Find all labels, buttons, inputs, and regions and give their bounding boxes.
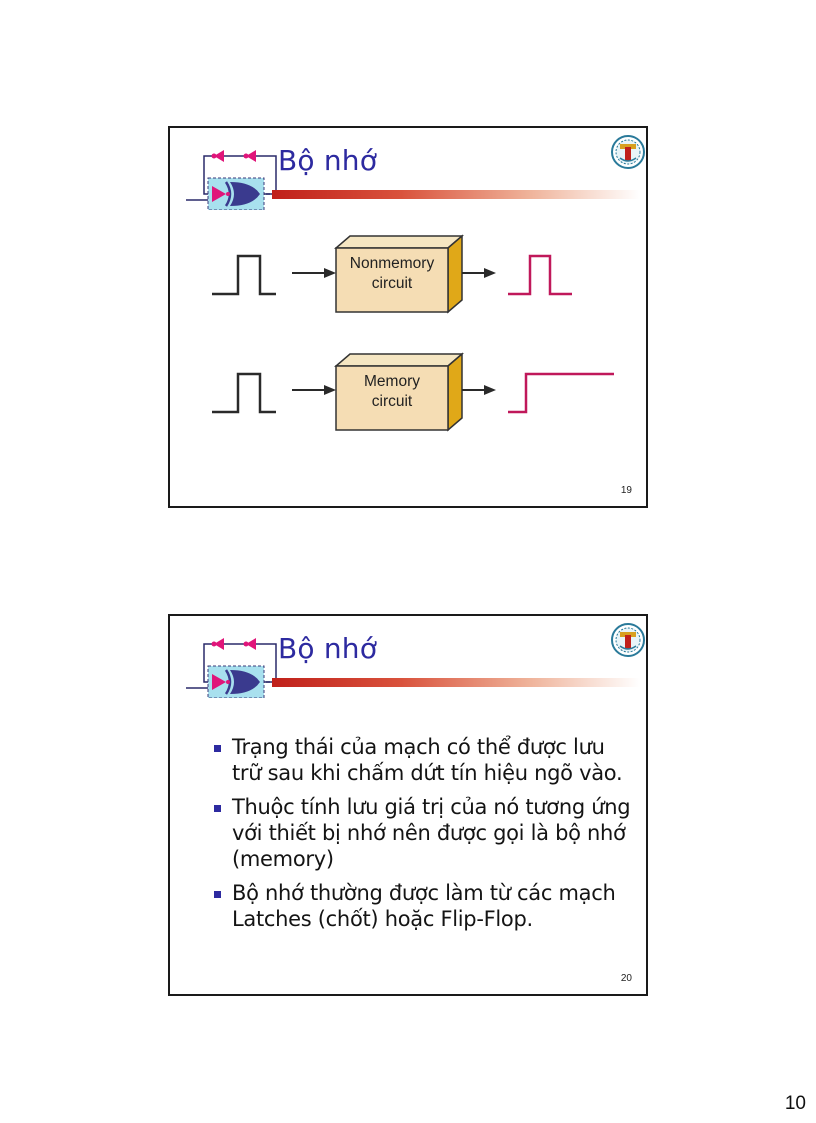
nonmemory-circuit-box bbox=[336, 236, 462, 312]
page-number: 10 bbox=[784, 1093, 806, 1114]
slide-20 bbox=[168, 614, 648, 996]
bullet-square-icon bbox=[214, 805, 221, 812]
box-label-2b: circuit bbox=[371, 393, 413, 410]
input-pulse-1 bbox=[212, 256, 276, 294]
bullet-item: Trạng thái của mạch có thể được lưu trữ sau khi chấm dứt tín hiệu ngõ vào. bbox=[212, 734, 632, 786]
box-label-2a: Memory bbox=[364, 373, 420, 390]
slide-number: 20 bbox=[620, 973, 632, 984]
memory-circuit-box bbox=[336, 354, 462, 430]
bullet-square-icon bbox=[214, 745, 221, 752]
input-pulse-2 bbox=[212, 374, 276, 412]
memory-diagram bbox=[170, 128, 650, 510]
output-pulse-1 bbox=[508, 256, 572, 294]
title-underline-bar bbox=[272, 678, 640, 687]
box-label-1b: circuit bbox=[371, 275, 413, 292]
bullet-item: Thuộc tính lưu giá trị của nó tương ứng với thiết bị nhớ nên được gọi là bộ nhớ (memory) bbox=[212, 794, 632, 872]
output-step-2 bbox=[508, 374, 614, 412]
box-label-1a: Nonmemory bbox=[349, 255, 435, 272]
slide-number: 19 bbox=[620, 485, 632, 496]
slide-19 bbox=[168, 126, 648, 508]
slide-title: Bộ nhớ bbox=[278, 144, 378, 177]
bullet-list bbox=[212, 734, 632, 940]
university-emblem-icon bbox=[610, 620, 646, 660]
slide-title: Bộ nhớ bbox=[278, 632, 378, 665]
bullet-square-icon bbox=[214, 891, 221, 898]
bullet-item: Bộ nhớ thường được làm từ các mạch Latches (chốt) hoặc Flip-Flop. bbox=[212, 880, 632, 932]
